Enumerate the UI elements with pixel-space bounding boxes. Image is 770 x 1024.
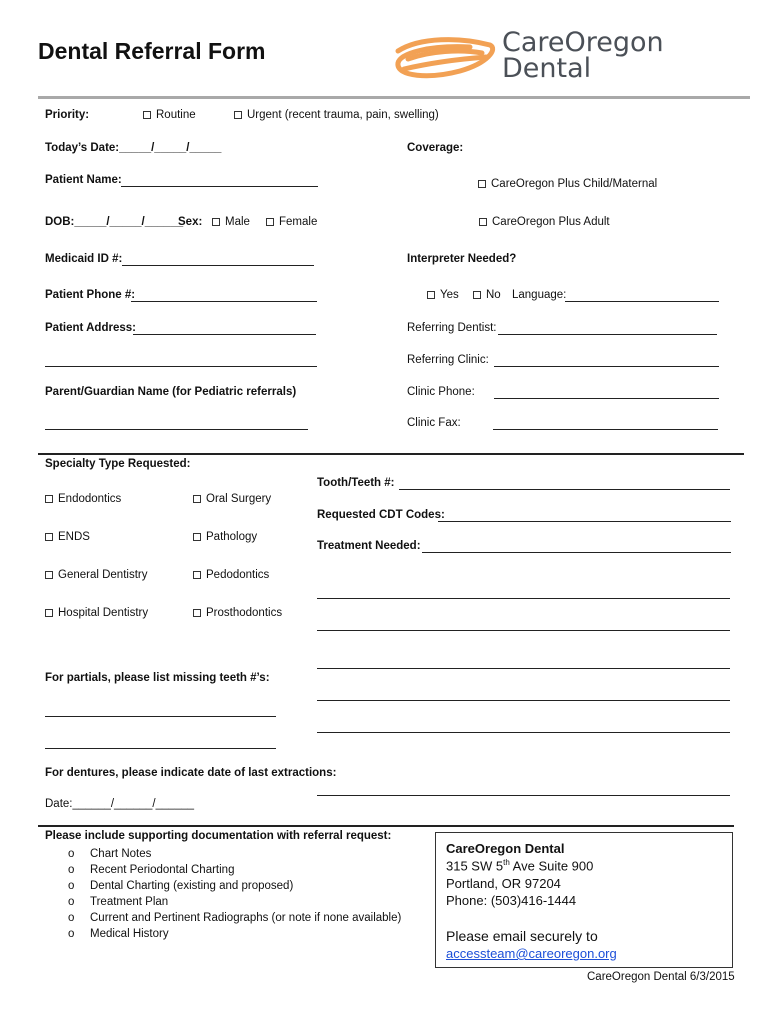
checkbox-icon[interactable] xyxy=(45,609,53,617)
list-item xyxy=(68,878,401,894)
cdt-codes-input[interactable] xyxy=(438,521,731,522)
list-item xyxy=(68,926,401,942)
documentation-label: Please include supporting documentation with referral request: xyxy=(45,830,392,842)
dob-field[interactable]: DOB:_____/_____/______ xyxy=(45,216,184,228)
partials-input[interactable] xyxy=(45,716,276,717)
specialty-hospital-dentistry[interactable] xyxy=(45,607,148,619)
language-input[interactable] xyxy=(565,301,719,302)
list-item xyxy=(68,894,401,910)
specialty-option-label: ENDS xyxy=(58,531,90,543)
checkbox-icon[interactable] xyxy=(45,533,53,541)
specialty-pathology[interactable] xyxy=(193,531,257,543)
sex-female-option[interactable] xyxy=(266,216,317,228)
treatment-line[interactable] xyxy=(317,630,730,631)
referring-clinic-input[interactable] xyxy=(494,366,719,367)
list-item xyxy=(68,846,401,862)
contact-city: Portland, OR 97204 xyxy=(446,876,561,891)
patient-address-input-2[interactable] xyxy=(45,366,317,367)
careoregon-logo-icon xyxy=(390,33,500,83)
bullet: o xyxy=(68,928,75,940)
checkbox-icon[interactable] xyxy=(143,111,151,119)
dentures-label: For dentures, please indicate date of last extractions: xyxy=(45,767,337,779)
referring-dentist-label: Referring Dentist: xyxy=(407,322,497,334)
checkbox-icon[interactable] xyxy=(193,495,201,503)
footer-version: CareOregon Dental 6/3/2015 xyxy=(587,971,735,983)
patient-phone-input[interactable] xyxy=(131,301,317,302)
medicaid-input[interactable] xyxy=(122,265,314,266)
priority-urgent-label: Urgent (recent trauma, pain, swelling) xyxy=(247,109,439,121)
checkbox-icon[interactable] xyxy=(212,218,220,226)
section-divider-2 xyxy=(38,825,734,827)
patient-address-input[interactable] xyxy=(133,334,316,335)
coverage-adult[interactable] xyxy=(479,216,610,228)
list-item-label: Recent Periodontal Charting xyxy=(90,864,235,876)
clinic-phone-label: Clinic Phone: xyxy=(407,386,475,398)
checkbox-icon[interactable] xyxy=(427,291,435,299)
list-item xyxy=(68,910,401,926)
list-item-label: Chart Notes xyxy=(90,848,152,860)
referring-clinic-label: Referring Clinic: xyxy=(407,354,489,366)
clinic-fax-label: Clinic Fax: xyxy=(407,417,461,429)
bullet: o xyxy=(68,864,75,876)
tooth-input[interactable] xyxy=(399,489,730,490)
coverage-child-maternal-label: CareOregon Plus Child/Maternal xyxy=(491,178,658,190)
logo-wordmark xyxy=(502,27,664,84)
specialty-option-label: Pathology xyxy=(206,531,258,543)
specialty-general-dentistry[interactable] xyxy=(45,569,147,581)
coverage-child-maternal[interactable] xyxy=(478,178,657,190)
logo-line-2: Dental xyxy=(502,53,592,84)
medicaid-label: Medicaid ID #: xyxy=(45,253,123,265)
treatment-line[interactable] xyxy=(317,598,730,599)
treatment-needed-input[interactable] xyxy=(422,552,731,553)
specialty-ends[interactable] xyxy=(45,531,90,543)
checkbox-icon[interactable] xyxy=(193,609,201,617)
interpreter-no-label: No xyxy=(486,289,501,301)
bullet: o xyxy=(68,912,75,924)
list-item-label: Dental Charting (existing and proposed) xyxy=(90,880,294,892)
bullet: o xyxy=(68,848,75,860)
contact-address-street: 315 SW 5 xyxy=(446,858,504,874)
checkbox-icon[interactable] xyxy=(473,291,481,299)
coverage-label: Coverage: xyxy=(407,142,464,154)
patient-name-label: Patient Name: xyxy=(45,174,122,186)
checkbox-icon[interactable] xyxy=(45,571,53,579)
checkbox-icon[interactable] xyxy=(234,111,242,119)
bullet: o xyxy=(68,880,75,892)
checkbox-icon[interactable] xyxy=(45,495,53,503)
specialty-option-label: General Dentistry xyxy=(58,569,148,581)
treatment-line[interactable] xyxy=(317,700,730,701)
interpreter-yes[interactable] xyxy=(427,289,459,301)
guardian-label: Parent/Guardian Name (for Pediatric referrals) xyxy=(45,386,297,398)
contact-phone: Phone: (503)416-1444 xyxy=(446,893,577,908)
section-divider-1 xyxy=(38,453,744,455)
list-item-label: Current and Pertinent Radiographs (or note if none available) xyxy=(90,912,402,924)
tooth-label: Tooth/Teeth #: xyxy=(317,477,395,489)
specialty-label: Specialty Type Requested: xyxy=(45,458,191,470)
contact-name: CareOregon Dental xyxy=(446,841,565,856)
patient-address-label: Patient Address: xyxy=(45,322,136,334)
sex-label: Sex: xyxy=(178,216,203,228)
priority-routine[interactable] xyxy=(143,109,196,121)
priority-routine-label: Routine xyxy=(156,109,196,121)
specialty-option-label: Pedodontics xyxy=(206,569,270,581)
language-label: Language: xyxy=(512,289,567,301)
sex-male-label: Male xyxy=(225,216,250,228)
referring-dentist-input[interactable] xyxy=(498,334,717,335)
cdt-codes-label: Requested CDT Codes: xyxy=(317,509,445,521)
checkbox-icon[interactable] xyxy=(266,218,274,226)
email-prompt: Please email securely to xyxy=(446,928,598,944)
header-divider xyxy=(38,96,750,99)
email-link[interactable]: accessteam@careoregon.org xyxy=(446,946,617,961)
treatment-line[interactable] xyxy=(317,795,730,796)
specialty-pedodontics[interactable] xyxy=(193,569,269,581)
coverage-adult-label: CareOregon Plus Adult xyxy=(492,216,610,228)
specialty-option-label: Oral Surgery xyxy=(206,493,272,505)
specialty-oral-surgery[interactable] xyxy=(193,493,271,505)
checkbox-icon[interactable] xyxy=(193,533,201,541)
treatment-line[interactable] xyxy=(317,668,730,669)
clinic-phone-input[interactable] xyxy=(494,398,719,399)
treatment-needed-label: Treatment Needed: xyxy=(317,540,421,552)
specialty-option-label: Hospital Dentistry xyxy=(58,607,149,619)
contact-address-suite: Ave Suite 900 xyxy=(509,858,594,874)
treatment-line[interactable] xyxy=(317,732,730,733)
dentures-date-field[interactable]: Date:______/______/______ xyxy=(45,798,195,810)
interpreter-no[interactable] xyxy=(473,289,501,301)
list-item xyxy=(68,862,401,878)
interpreter-label: Interpreter Needed? xyxy=(407,253,517,265)
contact-address-sup: th xyxy=(503,858,510,867)
sex-female-label: Female xyxy=(279,216,318,228)
specialty-prosthodontics[interactable] xyxy=(193,607,282,619)
partials-input-2[interactable] xyxy=(45,748,276,749)
list-item-label: Treatment Plan xyxy=(90,896,169,908)
clinic-fax-input[interactable] xyxy=(493,429,718,430)
partials-label: For partials, please list missing teeth #’s: xyxy=(45,672,270,684)
documentation-list xyxy=(68,846,401,942)
patient-phone-label: Patient Phone #: xyxy=(45,289,136,301)
todays-date-field[interactable]: Today’s Date:_____/_____/_____ xyxy=(45,142,222,154)
priority-urgent[interactable] xyxy=(234,109,439,121)
form-title: Dental Referral Form xyxy=(38,38,266,64)
patient-name-input[interactable] xyxy=(121,186,318,187)
contact-address xyxy=(446,858,593,873)
priority-label: Priority: xyxy=(45,109,90,121)
specialty-endodontics[interactable] xyxy=(45,493,121,505)
contact-box xyxy=(435,832,733,968)
checkbox-icon[interactable] xyxy=(478,180,486,188)
list-item-label: Medical History xyxy=(90,928,169,940)
logo-line-1: CareOregon xyxy=(502,27,664,58)
sex-male-option[interactable] xyxy=(212,216,250,228)
checkbox-icon[interactable] xyxy=(479,218,487,226)
interpreter-yes-label: Yes xyxy=(440,289,459,301)
checkbox-icon[interactable] xyxy=(193,571,201,579)
bullet: o xyxy=(68,896,75,908)
guardian-input[interactable] xyxy=(45,429,308,430)
specialty-option-label: Endodontics xyxy=(58,493,122,505)
specialty-option-label: Prosthodontics xyxy=(206,607,283,619)
